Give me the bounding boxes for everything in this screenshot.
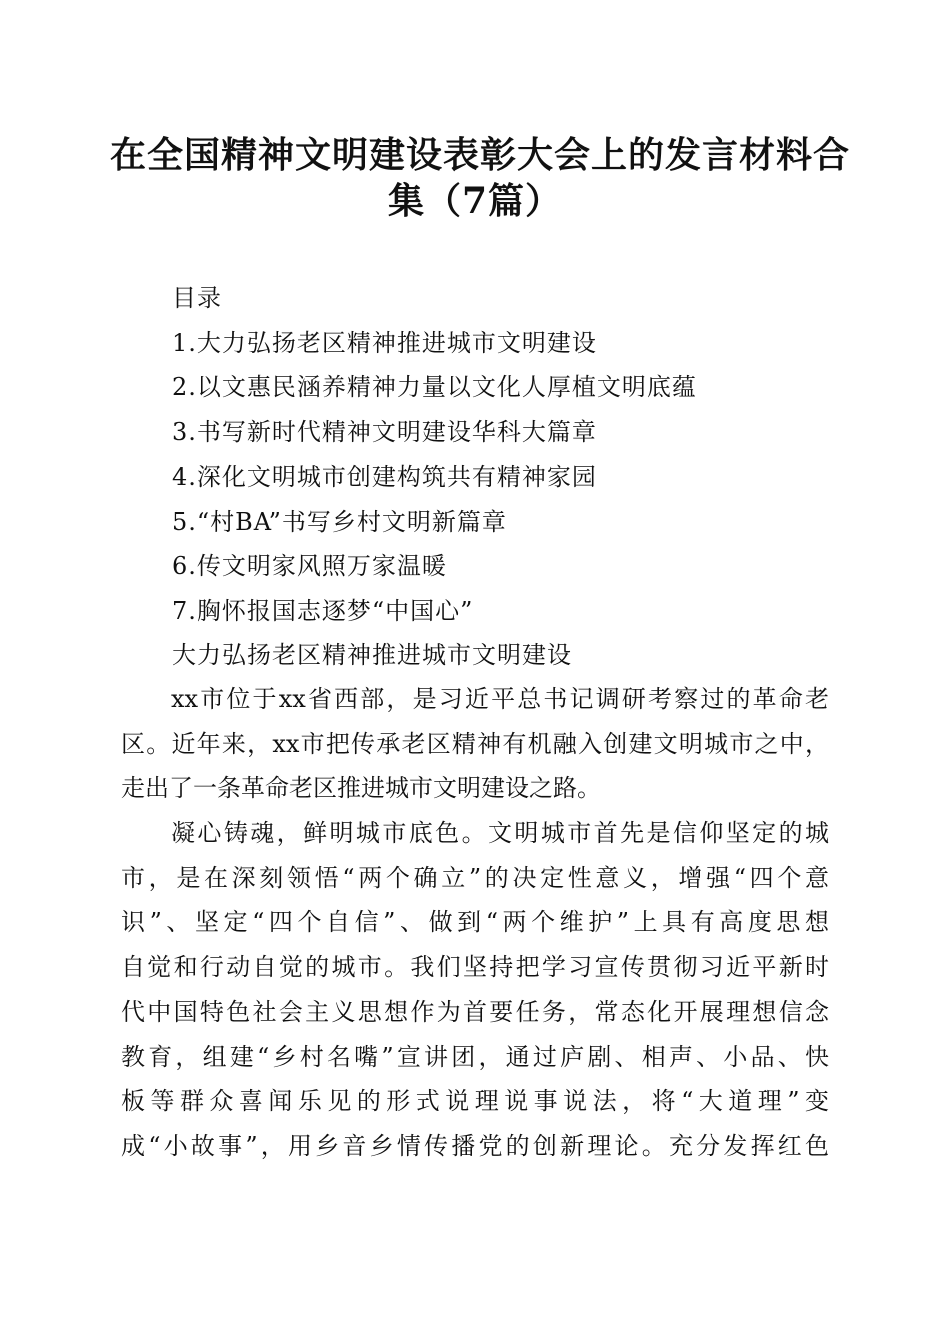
toc-item: 1.大力弘扬老区精神推进城市文明建设 bbox=[172, 328, 597, 357]
title-line-1: 在全国精神文明建设表彰大会上的发言材料合 bbox=[110, 134, 851, 176]
document-title bbox=[110, 132, 851, 224]
toc-item: 5.“村BA”书写乡村文明新篇章 bbox=[172, 507, 507, 536]
toc-label: 目录 bbox=[172, 284, 222, 312]
table-of-contents bbox=[172, 276, 872, 634]
paragraph-line: 教育，组建“乡村名嘴”宣讲团，通过庐剧、相声、小品、快 bbox=[121, 1042, 829, 1071]
paragraph-line: 凝心铸魂，鲜明城市底色。文明城市首先是信仰坚定的城 bbox=[171, 819, 829, 847]
toc-item: 2.以文惠民涵养精神力量以文化人厚植文明底蕴 bbox=[172, 373, 697, 402]
paragraph-line: 板等群众喜闻乐见的形式说理说事说法，将“大道理”变 bbox=[121, 1087, 829, 1116]
toc-item: 7.胸怀报国志逐梦“中国心” bbox=[172, 596, 474, 625]
section-heading: 大力弘扬老区精神推进城市文明建设 bbox=[172, 641, 572, 669]
paragraph-line: 走出了一条革命老区推进城市文明建设之路。 bbox=[121, 774, 601, 803]
paragraph-line: 区。近年来，xx市把传承老区精神有机融入创建文明城市之中， bbox=[121, 729, 829, 758]
paragraph-line: 市，是在深刻领悟“两个确立”的决定性意义，增强“四个意 bbox=[121, 863, 829, 892]
paragraph bbox=[121, 677, 829, 811]
paragraph-line: 识”、坚定“四个自信”、做到“两个维护”上具有高度思想 bbox=[121, 908, 829, 937]
paragraph-line: 代中国特色社会主义思想作为首要任务，常态化开展理想信念 bbox=[121, 997, 829, 1026]
paragraph bbox=[121, 811, 829, 1169]
title-line-2: 集（7篇） bbox=[387, 180, 563, 222]
toc-item: 3.书写新时代精神文明建设华科大篇章 bbox=[172, 418, 597, 447]
paragraph-line: xx市位于xx省西部，是习近平总书记调研考察过的革命老 bbox=[171, 685, 829, 713]
paragraph-line: 成“小故事”，用乡音乡情传播党的创新理论。充分发挥红色 bbox=[121, 1131, 829, 1160]
toc-item: 4.深化文明城市创建构筑共有精神家园 bbox=[172, 462, 597, 491]
paragraph-line: 自觉和行动自觉的城市。我们坚持把学习宣传贯彻习近平新时 bbox=[121, 953, 829, 982]
toc-item: 6.传文明家风照万家温暖 bbox=[172, 552, 447, 581]
